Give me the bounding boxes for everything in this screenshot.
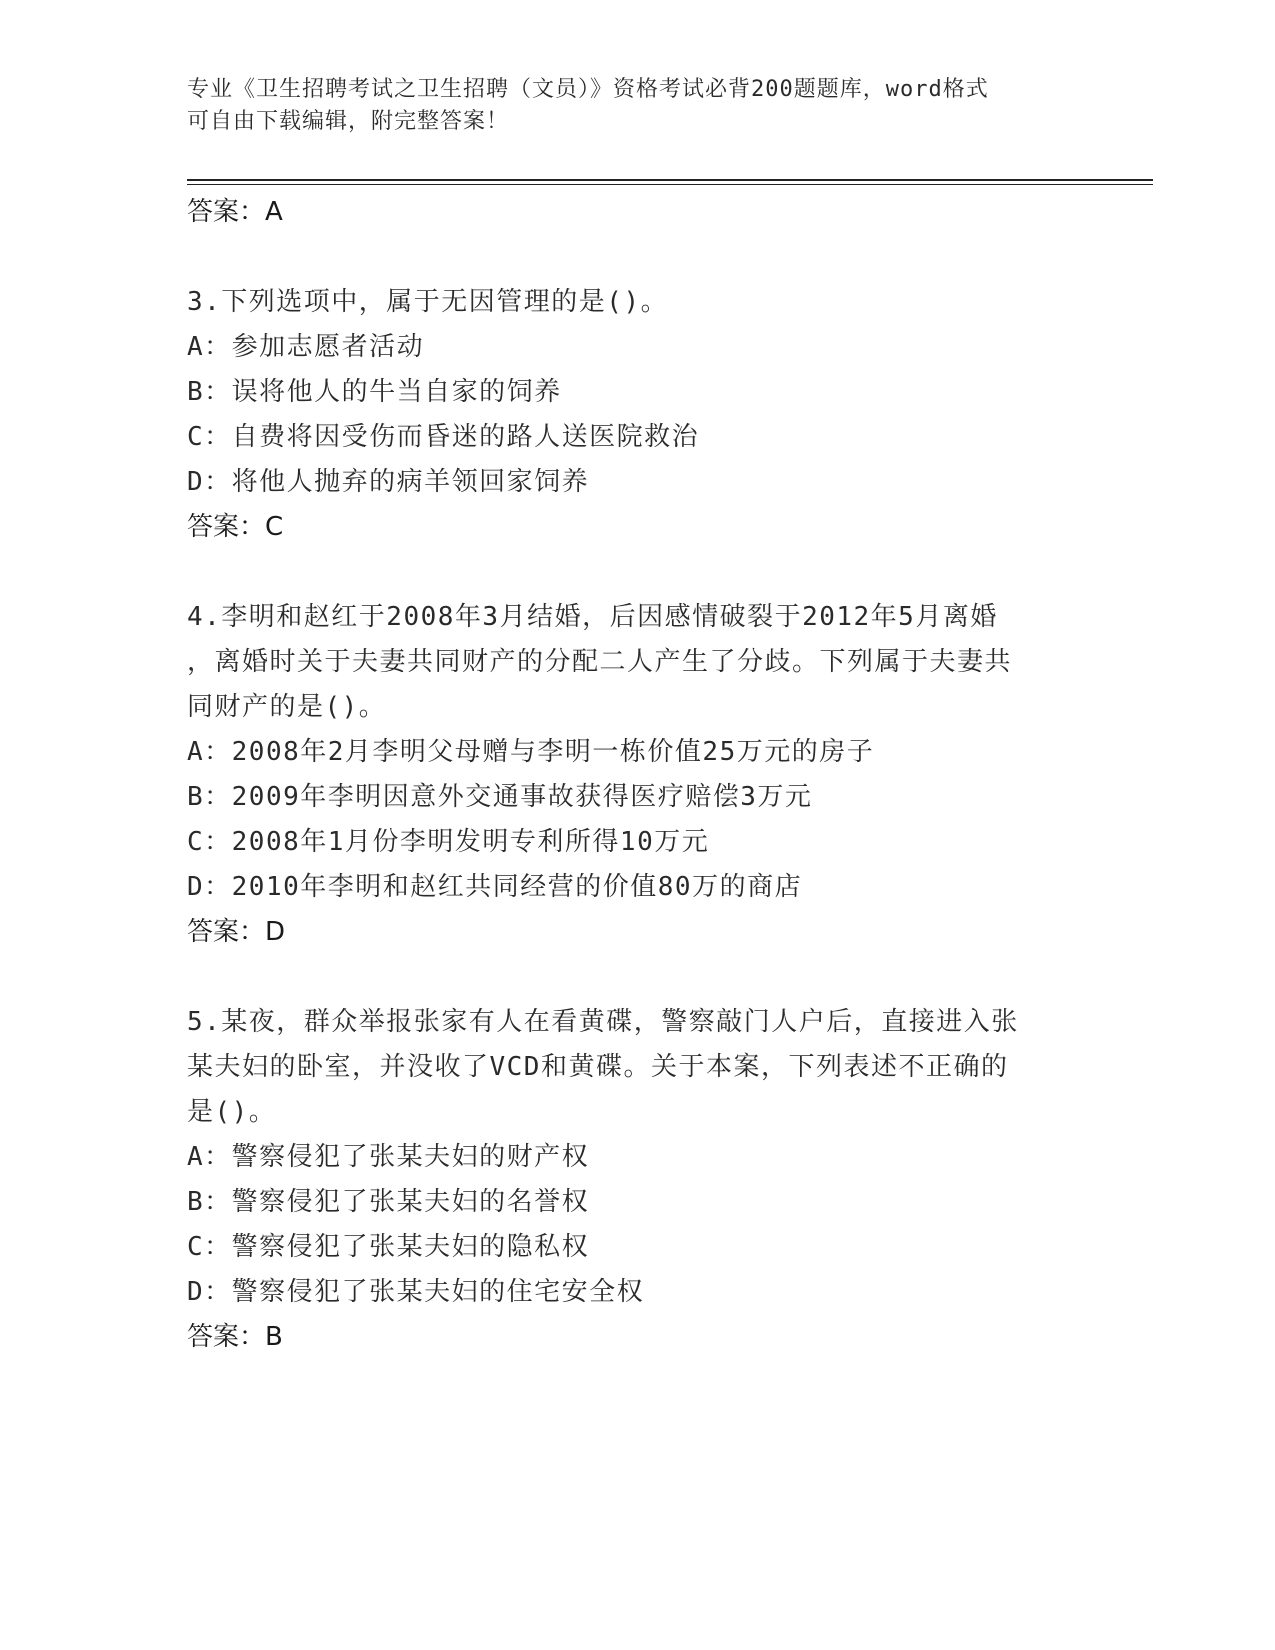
option-d: D：将他人抛弃的病羊领回家饲养 [187,467,590,497]
question-block-2 [187,190,1087,235]
option-d: D：警察侵犯了张某夫妇的住宅安全权 [187,1277,645,1307]
spacer [187,235,1087,280]
question-stem: 3.下列选项中，属于无因管理的是()。 [187,287,669,317]
question-stem-line-3: 同财产的是()。 [187,692,387,722]
spacer [187,550,1087,595]
question-block-5 [187,1000,1087,1360]
header-line-1: 专业《卫生招聘考试之卫生招聘（文员）》资格考试必背200题题库，word格式 [187,77,989,102]
question-block-3 [187,280,1087,550]
answer-line: 答案：A [187,197,283,227]
option-a: A：2008年2月李明父母赠与李明一栋价值25万元的房子 [187,737,875,767]
answer-line: 答案：B [187,1322,283,1352]
question-list [187,190,1087,1360]
document-header [187,74,1067,138]
option-b: B：警察侵犯了张某夫妇的名誉权 [187,1187,590,1217]
header-divider-thin [187,184,1153,185]
option-b: B：误将他人的牛当自家的饲养 [187,377,562,407]
option-c: C：2008年1月份李明发明专利所得10万元 [187,827,710,857]
answer-line: 答案：C [187,512,284,542]
question-stem-line-3: 是()。 [187,1097,277,1127]
header-line-2: 可自由下载编辑，附完整答案！ [187,109,510,134]
spacer [187,955,1087,1000]
option-b: B：2009年李明因意外交通事故获得医疗赔偿3万元 [187,782,813,812]
option-a: A：警察侵犯了张某夫妇的财产权 [187,1142,590,1172]
option-a: A：参加志愿者活动 [187,332,425,362]
question-stem-line-2: 某夫妇的卧室，并没收了VCD和黄碟。关于本案，下列表述不正确的 [187,1052,1009,1082]
question-stem-line-1: 4.李明和赵红于2008年3月结婚，后因感情破裂于2012年5月离婚 [187,602,998,632]
question-block-4 [187,595,1087,955]
question-stem-line-1: 5.某夜，群众举报张家有人在看黄碟，警察敲门人户后，直接进入张 [187,1007,1019,1037]
header-divider-thick [187,179,1153,181]
answer-line: 答案：D [187,917,286,947]
question-stem-line-2: ，离婚时关于夫妻共同财产的分配二人产生了分歧。下列属于夫妻共 [187,647,1013,677]
option-d: D：2010年李明和赵红共同经营的价值80万的商店 [187,872,803,902]
option-c: C：警察侵犯了张某夫妇的隐私权 [187,1232,590,1262]
option-c: C：自费将因受伤而昏迷的路人送医院救治 [187,422,700,452]
